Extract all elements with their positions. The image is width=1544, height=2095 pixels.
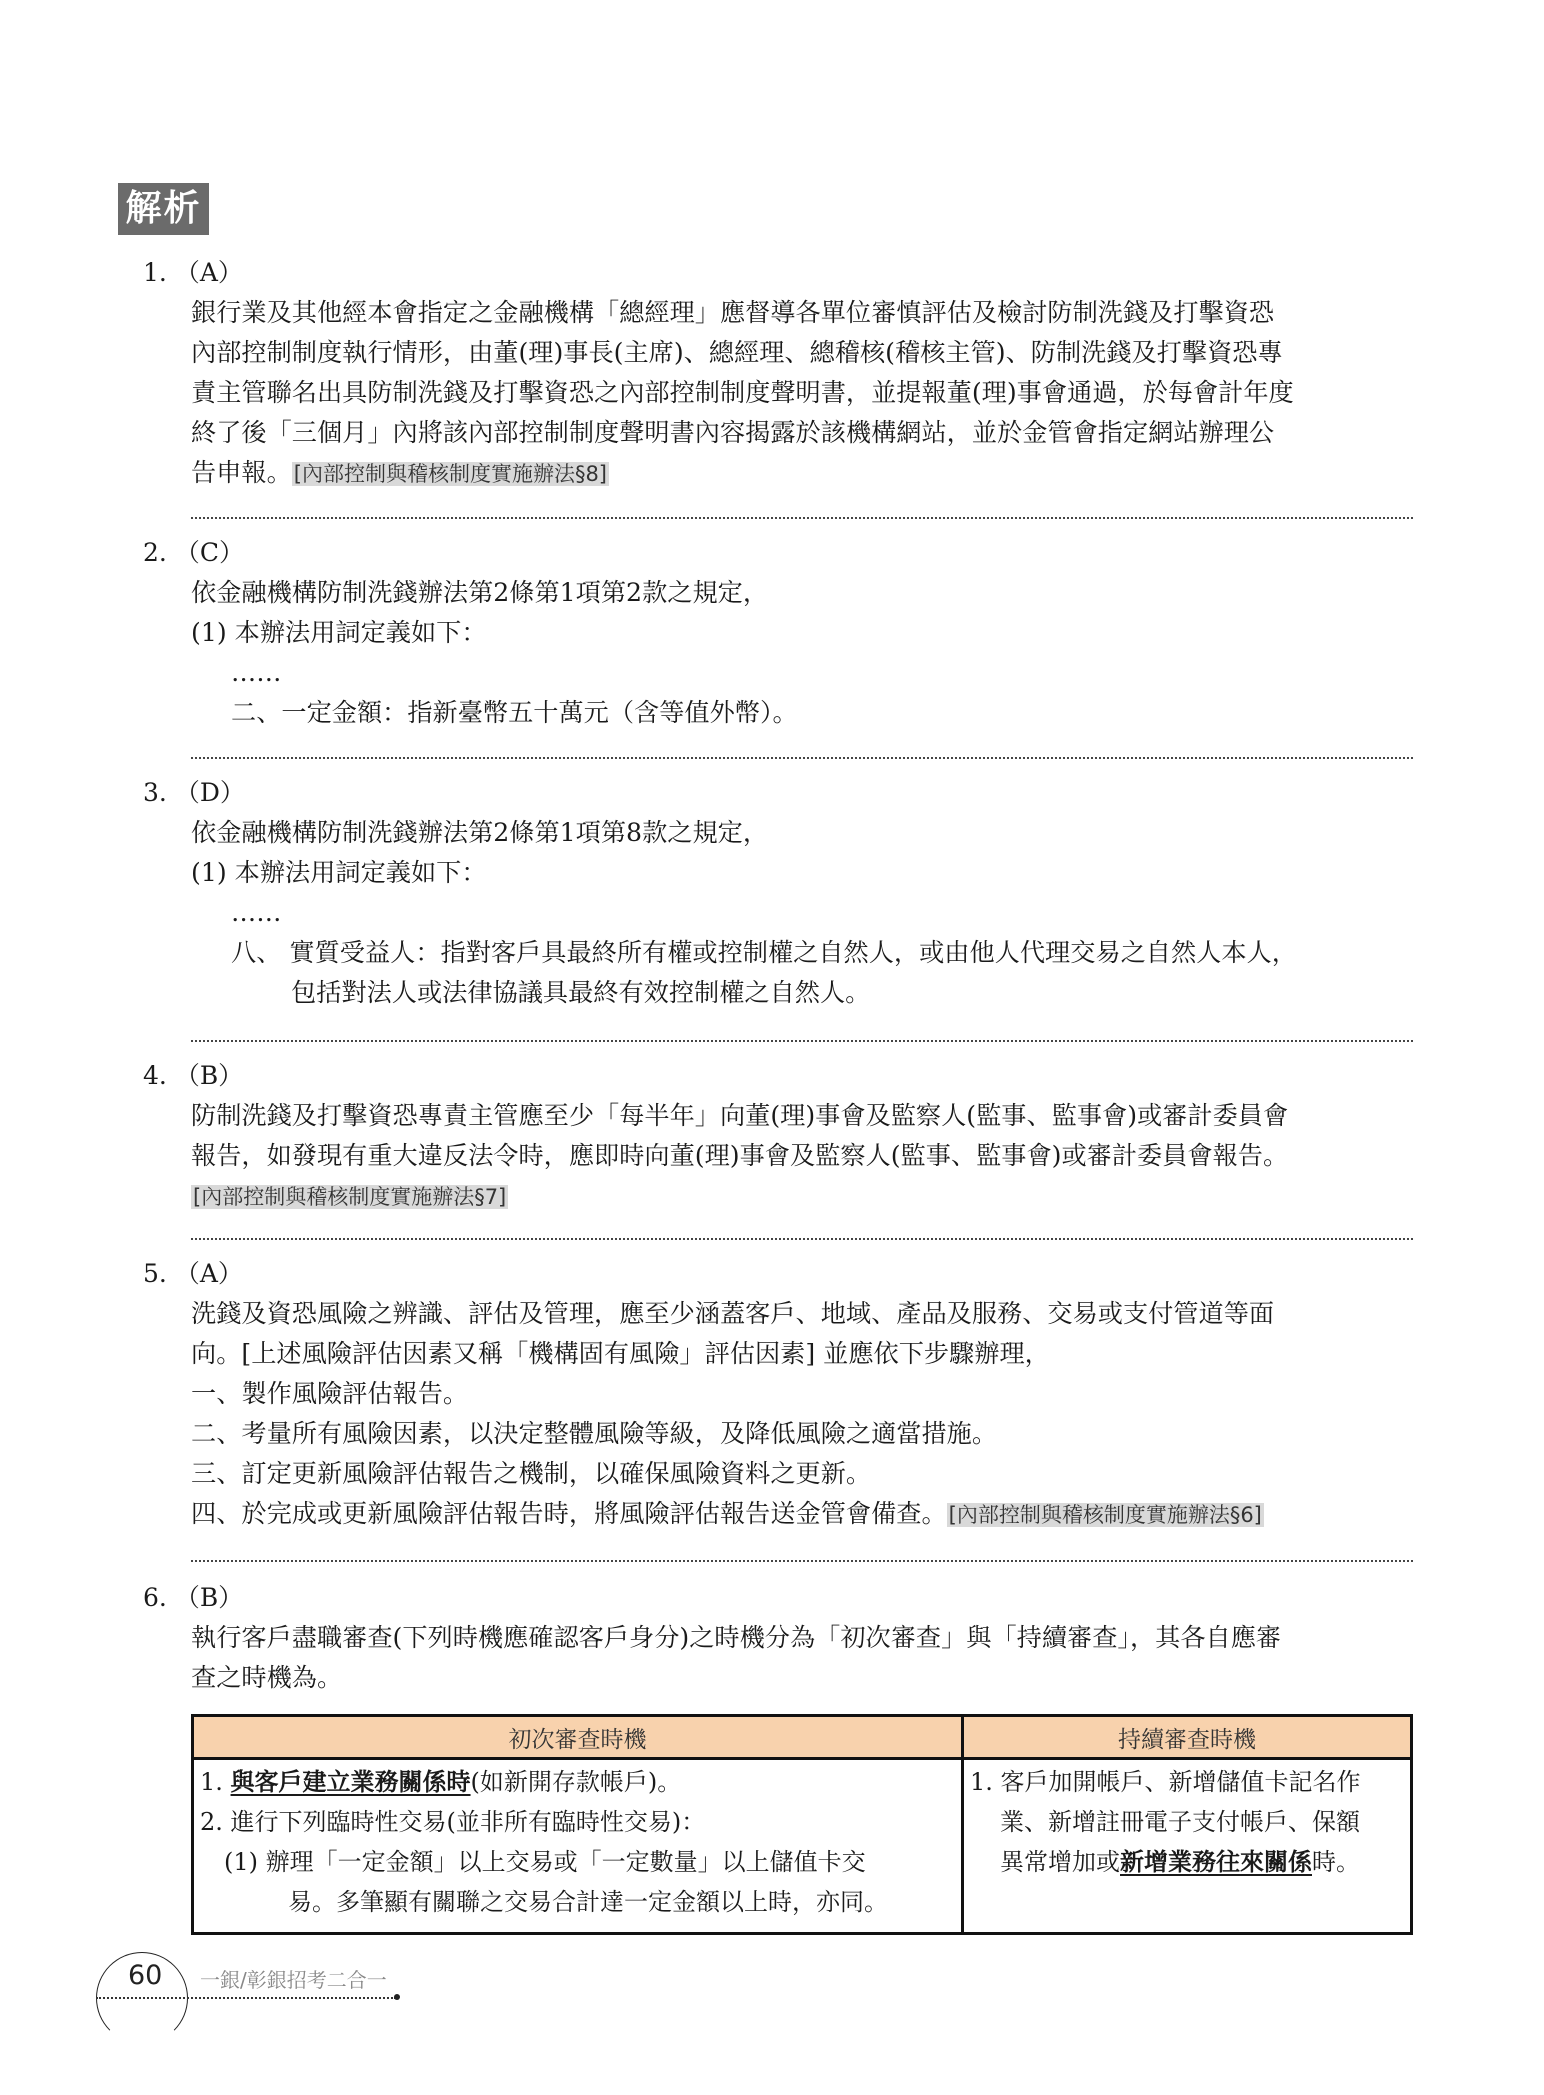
citation: [內部控制與稽核制度實施辦法§6]	[948, 1503, 1262, 1527]
explanation-line: (1) 本辦法用詞定義如下：	[191, 858, 487, 887]
answer-item-5	[143, 1254, 1413, 1534]
page-number: 60	[128, 1960, 163, 1991]
item-number-answer: 6. （B）	[143, 1583, 244, 1612]
explanation-line: 向。[上述風險評估因素又稱「機構固有風險」評估因素] 並應依下步驟辦理，	[191, 1339, 1050, 1368]
explanation-line: 八、 實質受益人：指對客戶具最終所有權或控制權之自然人，或由他人代理交易之自然人本人，	[231, 938, 1297, 967]
dotted-divider	[191, 1040, 1413, 1042]
explanation-line: 查之時機為。	[191, 1663, 343, 1692]
table-line: 2. 進行下列臨時性交易(並非所有臨時性交易)：	[200, 1808, 706, 1836]
explanation-line: 洗錢及資恐風險之辨識、評估及管理，應至少涵蓋客戶、地域、產品及服務、交易或支付管道等面	[191, 1299, 1275, 1328]
page-footer	[96, 1952, 416, 2022]
table-line: 業、新增註冊電子支付帳戶、保額	[1000, 1808, 1360, 1836]
explanation-line: 包括對法人或法律協議具最終有效控制權之自然人。	[291, 978, 871, 1007]
explanation-line: 執行客戶盡職審查(下列時機應確認客戶身分)之時機分為「初次審查」與「持續審查」，其各自應審	[191, 1623, 1282, 1652]
table-line: 1. 與客戶建立業務關係時(如新開存款帳戶)。	[200, 1767, 682, 1796]
table-header-ongoing: 持續審查時機	[963, 1716, 1412, 1759]
item-number-answer: 3. （D）	[143, 778, 245, 807]
answer-item-6	[143, 1578, 1413, 1698]
review-timing-table	[191, 1714, 1413, 1935]
table-cell-initial	[193, 1759, 963, 1934]
dotted-divider	[191, 517, 1413, 519]
answer-item-1	[143, 253, 1413, 493]
explanation-line: 依金融機構防制洗錢辦法第2條第1項第2款之規定，	[191, 578, 769, 607]
explanation-line: 一、製作風險評估報告。	[191, 1379, 469, 1408]
dotted-divider	[191, 1238, 1413, 1240]
item-number-answer: 4. （B）	[143, 1061, 244, 1090]
table-line: 異常增加或新增業務往來關係時。	[1000, 1847, 1360, 1876]
book-title: 一銀/彰銀招考二合一	[200, 1968, 387, 1992]
item-number-answer: 5. （A）	[143, 1259, 243, 1288]
answer-item-2	[143, 533, 1413, 733]
ellipsis: ……	[231, 658, 282, 687]
explanation-line: 銀行業及其他經本會指定之金融機構「總經理」應督導各單位審慎評估及檢討防制洗錢及打擊資恐	[191, 298, 1275, 327]
table-cell-ongoing	[963, 1759, 1412, 1934]
explanation-line: 內部控制制度執行情形，由董(理)事長(主席)、總經理、總稽核(稽核主管)、防制洗錢及打擊資恐專	[191, 338, 1283, 367]
explanation-line: 防制洗錢及打擊資恐專責主管應至少「每半年」向董(理)事會及監察人(監事、監事會)或審計委員會	[191, 1101, 1289, 1130]
footer-dotted-line	[96, 1997, 396, 1999]
explanation-line: 三、訂定更新風險評估報告之機制，以確保風險資料之更新。	[191, 1459, 872, 1488]
footer-dot	[394, 1994, 400, 2000]
explanation-line	[191, 1176, 1413, 1216]
explanation-line: 責主管聯名出具防制洗錢及打擊資恐之內部控制制度聲明書，並提報董(理)事會通過，於每會計年度	[191, 378, 1294, 407]
answer-item-4	[143, 1056, 1413, 1216]
table-header-initial: 初次審查時機	[193, 1716, 963, 1759]
explanation-line: 報告，如發現有重大違反法令時，應即時向董(理)事會及監察人(監事、監事會)或審計委員會報告。	[191, 1141, 1289, 1170]
citation: [內部控制與稽核制度實施辦法§8]	[293, 462, 607, 486]
item-number-answer: 2. （C）	[143, 538, 244, 567]
ellipsis: ……	[231, 898, 282, 927]
explanation-line: 四、於完成或更新風險評估報告時，將風險評估報告送金管會備查。[內部控制與稽核制度實施辦法§6]	[191, 1499, 1262, 1528]
table-line: 1. 客戶加開帳戶、新增儲值卡記名作	[970, 1768, 1361, 1796]
dotted-divider	[191, 1560, 1413, 1562]
table-line: 易。多筆顯有關聯之交易合計達一定金額以上時，亦同。	[288, 1888, 888, 1916]
explanation-line: 二、考量所有風險因素，以決定整體風險等級，及降低風險之適當措施。	[191, 1419, 997, 1448]
citation: [內部控制與稽核制度實施辦法§7]	[193, 1185, 507, 1209]
table-line: (1) 辦理「一定金額」以上交易或「一定數量」以上儲值卡交	[224, 1848, 866, 1876]
dotted-divider	[191, 757, 1413, 759]
explanation-line: 依金融機構防制洗錢辦法第2條第1項第8款之規定，	[191, 818, 769, 847]
explanation-line: 二、一定金額：指新臺幣五十萬元（含等值外幣）。	[231, 698, 798, 727]
explanation-line: 終了後「三個月」內將該內部控制制度聲明書內容揭露於該機構網站，並於金管會指定網站辦理公	[191, 418, 1275, 447]
explanation-line: 告申報。[內部控制與稽核制度實施辦法§8]	[191, 458, 607, 487]
section-heading: 解析	[118, 183, 209, 235]
item-number-answer: 1. （A）	[143, 258, 243, 287]
explanation-line: (1) 本辦法用詞定義如下：	[191, 618, 487, 647]
answer-item-3	[143, 773, 1413, 1013]
